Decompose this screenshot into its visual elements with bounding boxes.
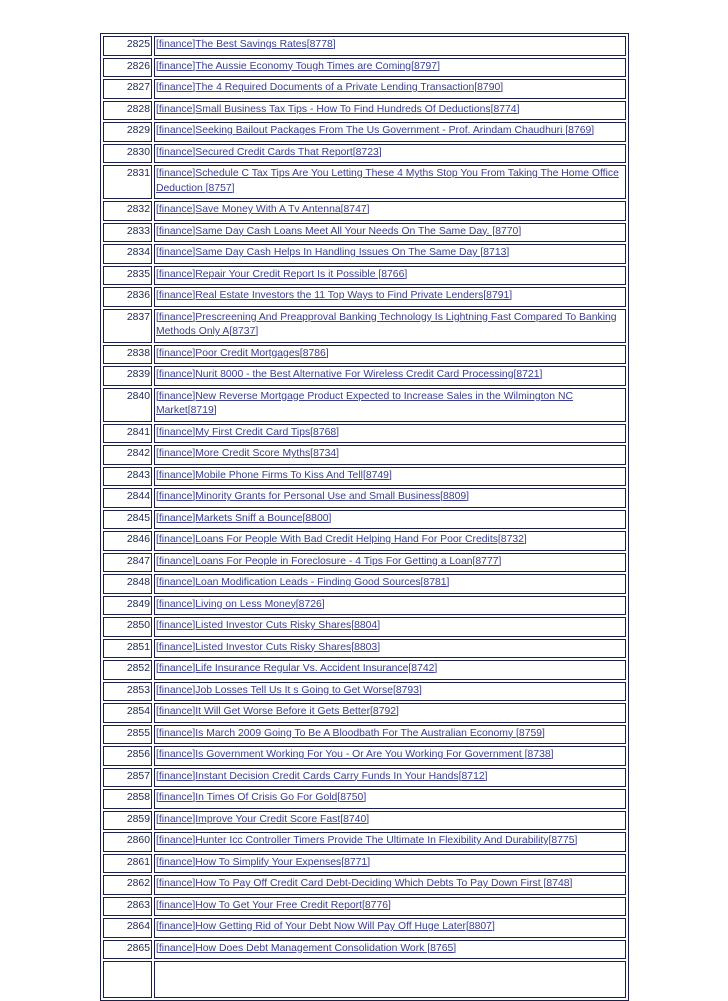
- row-number: 2825: [103, 36, 152, 56]
- table-row: [103, 445, 626, 465]
- table-body: [103, 36, 626, 998]
- article-index-table: [100, 33, 629, 1001]
- row-number: 2861: [103, 854, 152, 874]
- row-number: 2860: [103, 832, 152, 852]
- row-number: 2834: [103, 244, 152, 264]
- article-title-link[interactable]: [finance]Is Government Working For You - Or Are You Working For Government [8738]: [154, 746, 626, 766]
- table-row: [103, 79, 626, 99]
- row-number-empty: [103, 961, 152, 998]
- row-number: 2863: [103, 897, 152, 917]
- row-number: 2840: [103, 388, 152, 422]
- table-row: [103, 467, 626, 487]
- table-row: [103, 488, 626, 508]
- table-row: [103, 36, 626, 56]
- table-row: [103, 832, 626, 852]
- article-title-link[interactable]: [finance]Living on Less Money[8726]: [154, 596, 626, 616]
- row-number: 2837: [103, 309, 152, 343]
- article-index-table-container: [100, 33, 629, 1001]
- row-number: 2832: [103, 201, 152, 221]
- article-title-link[interactable]: [finance]Repair Your Credit Report Is it Possible [8766]: [154, 266, 626, 286]
- article-title-link[interactable]: [finance]Mobile Phone Firms To Kiss And Tell[8749]: [154, 467, 626, 487]
- article-title-link[interactable]: [finance]Loan Modification Leads - Finding Good Sources[8781]: [154, 574, 626, 594]
- row-number: 2852: [103, 660, 152, 680]
- row-number: 2845: [103, 510, 152, 530]
- row-number: 2858: [103, 789, 152, 809]
- article-title-link[interactable]: [finance]Same Day Cash Helps In Handling Issues On The Same Day [8713]: [154, 244, 626, 264]
- article-title-link[interactable]: [finance]The Best Savings Rates[8778]: [154, 36, 626, 56]
- table-row: [103, 639, 626, 659]
- row-number: 2864: [103, 918, 152, 938]
- table-row: [103, 122, 626, 142]
- table-row: [103, 725, 626, 745]
- article-title-link[interactable]: [finance]Schedule C Tax Tips Are You Letting These 4 Myths Stop You From Taking The Home Office Deduction [8757]: [154, 165, 626, 199]
- article-title-link[interactable]: [finance]The Aussie Economy Tough Times are Coming[8797]: [154, 58, 626, 78]
- table-row: [103, 768, 626, 788]
- article-title-link[interactable]: [finance]Is March 2009 Going To Be A Bloodbath For The Australian Economy [8759]: [154, 725, 626, 745]
- row-number: 2862: [103, 875, 152, 895]
- table-row: [103, 388, 626, 422]
- row-number: 2850: [103, 617, 152, 637]
- table-row: [103, 596, 626, 616]
- title-empty: [154, 961, 626, 998]
- article-title-link[interactable]: [finance]Same Day Cash Loans Meet All Your Needs On The Same Day. [8770]: [154, 223, 626, 243]
- row-number: 2859: [103, 811, 152, 831]
- article-title-link[interactable]: [finance]How Getting Rid of Your Debt Now Will Pay Off Huge Later[8807]: [154, 918, 626, 938]
- article-title-link[interactable]: [finance]Hunter Icc Controller Timers Provide The Ultimate In Flexibility And Durability[8775]: [154, 832, 626, 852]
- row-number: 2828: [103, 101, 152, 121]
- row-number: 2854: [103, 703, 152, 723]
- article-title-link[interactable]: [finance]Small Business Tax Tips - How To Find Hundreds Of Deductions[8774]: [154, 101, 626, 121]
- table-row: [103, 854, 626, 874]
- row-number: 2830: [103, 144, 152, 164]
- table-row: [103, 617, 626, 637]
- row-number: 2833: [103, 223, 152, 243]
- row-number: 2844: [103, 488, 152, 508]
- table-row: [103, 703, 626, 723]
- article-title-link[interactable]: [finance]Markets Sniff a Bounce[8800]: [154, 510, 626, 530]
- table-row: [103, 424, 626, 444]
- table-row: [103, 58, 626, 78]
- table-row: [103, 366, 626, 386]
- article-title-link[interactable]: [finance]Secured Credit Cards That Report[8723]: [154, 144, 626, 164]
- row-number: 2829: [103, 122, 152, 142]
- row-number: 2843: [103, 467, 152, 487]
- table-row: [103, 682, 626, 702]
- article-title-link[interactable]: [finance]New Reverse Mortgage Product Expected to Increase Sales in the Wilmington NC Market[8719]: [154, 388, 626, 422]
- article-title-link[interactable]: [finance]Save Money With A Tv Antenna[8747]: [154, 201, 626, 221]
- row-number: 2831: [103, 165, 152, 199]
- row-number: 2848: [103, 574, 152, 594]
- article-title-link[interactable]: [finance]Listed Investor Cuts Risky Shares[8804]: [154, 617, 626, 637]
- row-number: 2838: [103, 345, 152, 365]
- table-row: [103, 266, 626, 286]
- table-row: [103, 553, 626, 573]
- table-row: [103, 574, 626, 594]
- article-title-link[interactable]: [finance]Poor Credit Mortgages[8786]: [154, 345, 626, 365]
- article-title-link[interactable]: [finance]Loans For People With Bad Credit Helping Hand For Poor Credits[8732]: [154, 531, 626, 551]
- table-row-empty: [103, 961, 626, 998]
- row-number: 2827: [103, 79, 152, 99]
- table-row: [103, 918, 626, 938]
- table-row: [103, 897, 626, 917]
- row-number: 2857: [103, 768, 152, 788]
- article-title-link[interactable]: [finance]How Does Debt Management Consolidation Work [8765]: [154, 940, 626, 960]
- row-number: 2856: [103, 746, 152, 766]
- row-number: 2865: [103, 940, 152, 960]
- table-row: [103, 345, 626, 365]
- row-number: 2847: [103, 553, 152, 573]
- table-row: [103, 101, 626, 121]
- article-title-link[interactable]: [finance]Seeking Bailout Packages From The Us Government - Prof. Arindam Chaudhuri [8769]: [154, 122, 626, 142]
- row-number: 2839: [103, 366, 152, 386]
- table-row: [103, 531, 626, 551]
- article-title-link[interactable]: [finance]Real Estate Investors the 11 Top Ways to Find Private Lenders[8791]: [154, 287, 626, 307]
- row-number: 2826: [103, 58, 152, 78]
- row-number: 2835: [103, 266, 152, 286]
- article-title-link[interactable]: [finance]Job Losses Tell Us It s Going to Get Worse[8793]: [154, 682, 626, 702]
- table-row: [103, 201, 626, 221]
- article-title-link[interactable]: [finance]How To Simplify Your Expenses[8771]: [154, 854, 626, 874]
- article-title-link[interactable]: [finance]Nurit 8000 - the Best Alternative For Wireless Credit Card Processing[8721]: [154, 366, 626, 386]
- table-row: [103, 223, 626, 243]
- table-row: [103, 811, 626, 831]
- table-row: [103, 746, 626, 766]
- row-number: 2853: [103, 682, 152, 702]
- table-row: [103, 660, 626, 680]
- table-row: [103, 510, 626, 530]
- article-title-link[interactable]: [finance]Life Insurance Regular Vs. Accident Insurance[8742]: [154, 660, 626, 680]
- article-title-link[interactable]: [finance]Loans For People in Foreclosure - 4 Tips For Getting a Loan[8777]: [154, 553, 626, 573]
- table-row: [103, 165, 626, 199]
- row-number: 2849: [103, 596, 152, 616]
- article-title-link[interactable]: [finance]How To Pay Off Credit Card Debt-Deciding Which Debts To Pay Down First [8748]: [154, 875, 626, 895]
- row-number: 2846: [103, 531, 152, 551]
- row-number: 2836: [103, 287, 152, 307]
- article-title-link[interactable]: [finance]It Will Get Worse Before it Gets Better[8792]: [154, 703, 626, 723]
- table-row: [103, 244, 626, 264]
- article-title-link[interactable]: [finance]Minority Grants for Personal Use and Small Business[8809]: [154, 488, 626, 508]
- article-title-link[interactable]: [finance]Improve Your Credit Score Fast[8740]: [154, 811, 626, 831]
- row-number: 2842: [103, 445, 152, 465]
- table-row: [103, 940, 626, 960]
- table-row: [103, 309, 626, 343]
- row-number: 2841: [103, 424, 152, 444]
- table-row: [103, 875, 626, 895]
- row-number: 2855: [103, 725, 152, 745]
- article-title-link[interactable]: [finance]More Credit Score Myths[8734]: [154, 445, 626, 465]
- article-title-link[interactable]: [finance]My First Credit Card Tips[8768]: [154, 424, 626, 444]
- article-title-link[interactable]: [finance]The 4 Required Documents of a Private Lending Transaction[8790]: [154, 79, 626, 99]
- article-title-link[interactable]: [finance]Listed Investor Cuts Risky Shares[8803]: [154, 639, 626, 659]
- article-title-link[interactable]: [finance]Instant Decision Credit Cards Carry Funds In Your Hands[8712]: [154, 768, 626, 788]
- row-number: 2851: [103, 639, 152, 659]
- article-title-link[interactable]: [finance]How To Get Your Free Credit Report[8776]: [154, 897, 626, 917]
- table-row: [103, 789, 626, 809]
- table-row: [103, 287, 626, 307]
- table-row: [103, 144, 626, 164]
- article-title-link[interactable]: [finance]Prescreening And Preapproval Banking Technology Is Lightning Fast Compared To Banking Methods Only A[8737]: [154, 309, 626, 343]
- article-title-link[interactable]: [finance]In Times Of Crisis Go For Gold[8750]: [154, 789, 626, 809]
